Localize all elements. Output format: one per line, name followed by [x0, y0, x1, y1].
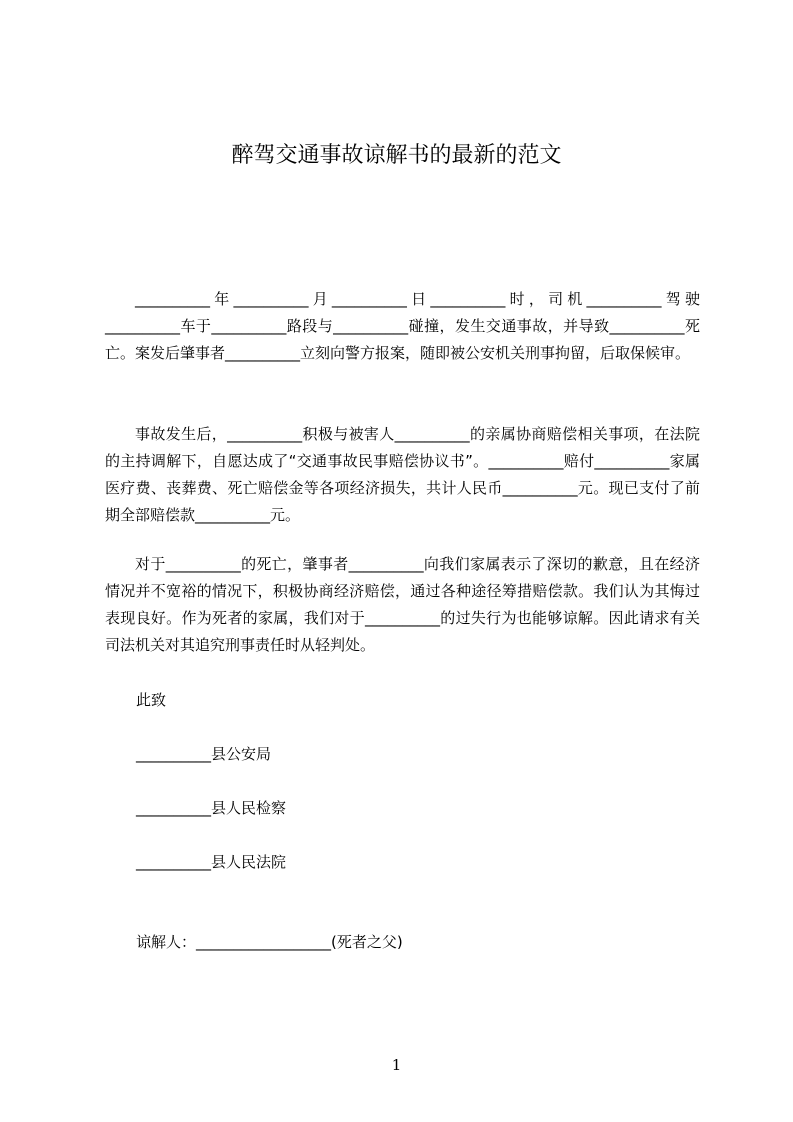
signer-line: 谅解人：__________________(死者之父): [136, 933, 403, 951]
paragraph-incident: __________年__________月__________日__________时，司机__________驾驶__________车于__________路段与__________碰撞，发生交通事故，并导致__________死亡。案发后肇事者__________立刻向警方报案，随即被公安机关刑事拘留，后取保候审。: [105, 290, 700, 362]
salutation: 此致: [136, 691, 167, 709]
page-number: 1: [391, 1056, 402, 1074]
addressee-public-security: __________县公安局: [136, 745, 272, 763]
page-title: 醉驾交通事故谅解书的最新的范文: [231, 143, 562, 168]
addressee-procuratorate: __________县人民检察: [136, 799, 287, 817]
addressee-court: __________县人民法院: [136, 853, 287, 871]
paragraph-compensation: 事故发生后，__________积极与被害人__________的亲属协商赔偿相关事项，在法院的主持调解下，自愿达成了“交通事故民事赔偿协议书”。__________赔付__________家属医疗费、丧葬费、死亡赔偿金等各项经济损失，共计人民币__________元。现已支付了前期全部赔偿款__________元。: [105, 425, 700, 524]
paragraph-forgiveness: 对于__________的死亡，肇事者__________向我们家属表示了深切的歉意，且在经济情况并不宽裕的情况下，积极协商经济赔偿，通过各种途径筹措赔偿款。我们认为其悔过表现良好。作为死者的家属，我们对于__________的过失行为也能够谅解。因此请求有关司法机关对其追究刑事责任时从轻判处。: [105, 555, 700, 654]
